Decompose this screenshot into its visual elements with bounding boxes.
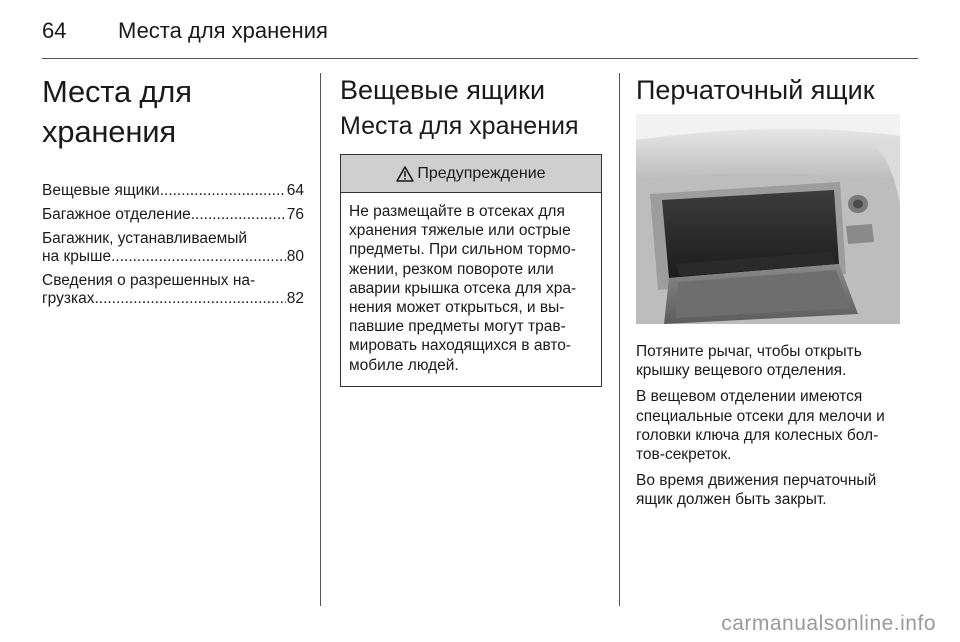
toc-page-number: 82 — [286, 290, 304, 307]
toc-entry[interactable] — [42, 182, 304, 200]
warning-text-line: жении, резком повороте или — [349, 260, 554, 278]
paragraph-line: Потяните рычаг, чтобы открыть — [636, 343, 862, 360]
toc-page-number: 80 — [286, 248, 304, 265]
warning-text-line: хранения тяжелые или острые — [349, 222, 571, 240]
toc-entry-label: на крыше — [42, 248, 112, 265]
warning-header — [341, 155, 601, 193]
toc-entry[interactable] — [42, 272, 304, 308]
toc-entry-label: Багажник, устанавливаемый — [42, 230, 248, 247]
middle-column — [340, 72, 602, 387]
page-number: 64 — [42, 18, 67, 43]
column-divider-2 — [619, 73, 620, 606]
warning-text-line: нения может открыться, и вы- — [349, 299, 565, 317]
right-column — [636, 72, 902, 517]
watermark: carmanualsonline.info — [721, 612, 936, 635]
warning-text-line: павшие предметы могут трав- — [349, 318, 566, 336]
toc-entry-label: Багажное отделение — [42, 206, 191, 223]
paragraph — [636, 387, 902, 464]
toc-dot-leader — [94, 290, 285, 308]
warning-text-line: мобиле людей. — [349, 356, 459, 374]
paragraph-line: тов-секреток. — [636, 446, 732, 464]
warning-title: Предупреждение — [417, 164, 546, 182]
paragraph — [636, 471, 902, 509]
paragraph-line: В вещевом отделении имеются — [636, 388, 863, 406]
glovebox-photo — [636, 114, 900, 324]
warning-box — [340, 154, 602, 387]
warning-text-line: аварии крышка отсека для хра- — [349, 279, 577, 297]
paragraph-line: специальные отсеки для мелочи и — [636, 407, 885, 425]
toc-entry[interactable] — [42, 230, 304, 266]
toc-entry-line — [42, 182, 304, 200]
column-divider-1 — [320, 73, 321, 606]
toc-page-number: 64 — [286, 182, 304, 199]
glovebox-text — [636, 342, 902, 510]
paragraph-line: Во время движения перчаточный — [636, 472, 877, 490]
toc-page-number: 76 — [286, 206, 304, 223]
page-header — [0, 0, 960, 64]
paragraph-line: ящик должен быть закрыт. — [636, 491, 827, 509]
chapter-title: Места для хранения — [42, 74, 192, 149]
toc-entry-line — [42, 248, 304, 266]
paragraph-line: крышку вещевого отделения. — [636, 362, 847, 380]
running-title: Места для хранения — [118, 18, 328, 43]
toc-entry-line — [42, 290, 304, 308]
toc-dot-leader — [111, 248, 286, 266]
toc-entry-label: грузках — [42, 290, 95, 307]
subsection-title: Места для хранения — [340, 112, 579, 140]
paragraph-line: головки ключа для колесных бол- — [636, 426, 879, 444]
warning-triangle-icon — [396, 166, 414, 182]
toc-column — [42, 72, 304, 314]
toc-dot-leader — [191, 206, 286, 224]
warning-text-line: Не размещайте в отсеках для — [349, 203, 565, 220]
warning-text-line: предметы. При сильном тормо- — [349, 241, 576, 259]
glovebox-title: Перчаточный ящик — [636, 75, 875, 105]
toc-dot-leader — [160, 182, 286, 200]
toc-entry[interactable] — [42, 206, 304, 224]
toc-entry-label: Вещевые ящики — [42, 182, 160, 199]
toc-entry-label: Сведения о разрешенных на- — [42, 272, 256, 289]
table-of-contents — [42, 182, 304, 308]
paragraph — [636, 342, 902, 380]
toc-entry-line — [42, 206, 304, 224]
header-rule — [42, 58, 918, 59]
warning-text-line: мировать находящихся в авто- — [349, 337, 572, 355]
warning-text — [341, 193, 601, 386]
section-title: Вещевые ящики — [340, 75, 546, 105]
